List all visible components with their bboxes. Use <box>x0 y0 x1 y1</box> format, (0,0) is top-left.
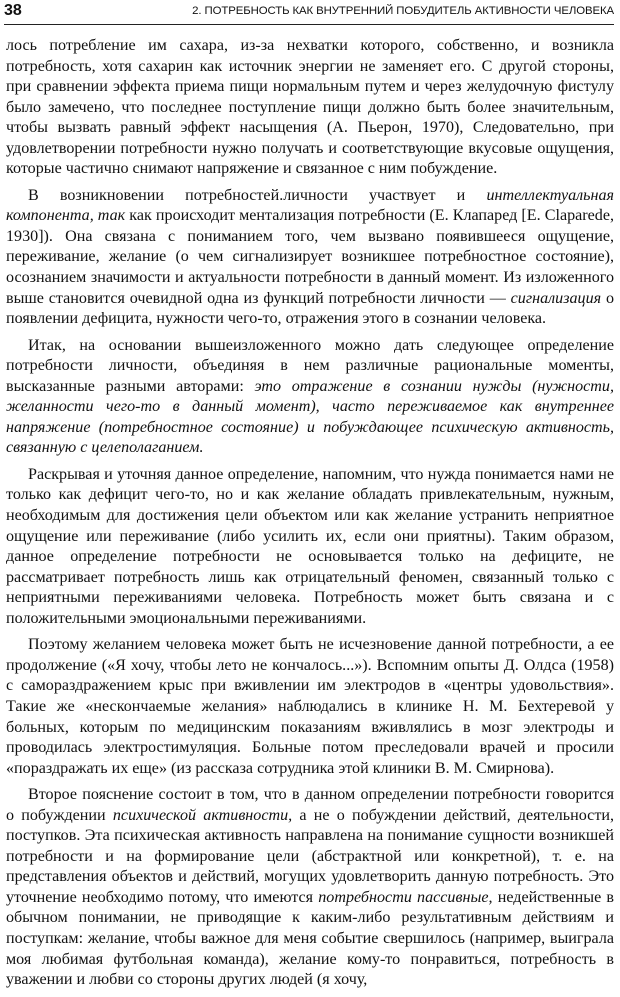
text-run: недейственные в обычном понимании, не приводящие к каким-либо результативным действиям и поступкам: желание, чтобы важное для меня событие свершилось (например, выиграла моя любимая футбольная команда), желание кому-то понравиться, потребность в уважении и любви со стороны других людей (я хочу, <box>6 888 615 989</box>
paragraph-6 <box>6 785 614 990</box>
text-run: Раскрывая и уточняя данное определение, напомним, что нужда понимается нами не только как дефицит чего-то, но и как желание обладать привлекательным, нужным, необходимым для достижения цели объектом или как желание устранить неприятное ощущение или переживание (либо усилить их, если они приятны). Таким образом, данное определение потребности не основывается только на дефиците, не рассматривает потребность лишь как отрицательный феномен, связанный только с неприятными переживаниями человека. Потребность может быть связана и с положительными эмоциональными переживаниями. <box>6 465 614 627</box>
paragraph-1 <box>6 36 614 180</box>
page-header <box>4 2 614 24</box>
text-run: как происходит ментализация потребности (Е. Клапаред [E. Claparede, 1930]). Она связана с пониманием того, чем вызвано появившееся ощущение, переживание, желание (о чем сигнализирует возникшее потребностное состояние), осознанием значимости и актуальности потребности в данный момент. Из изложенного выше становится очевидной одна из функций потребности личности — <box>6 207 614 307</box>
italic-run: это отражение в сознании нужды (нужности, желанности чего-то в данный момент), часто переживаемое как внутреннее напряжение (потребностное состояние) и побуждающее психическую активность, связанную с целеполаганием. <box>6 377 614 457</box>
page-number: 38 <box>4 2 22 19</box>
text-run: лось потребление им сахара, из-за нехватки которого, собственно, и возникла потребность, хотя сахарин как источник энергии не заменяет его. С другой стороны, при сравнении эффекта приема пищи нормальным путем и через желудочную фистулу было замечено, что последнее поступление пищи должно быть более значительным, чтобы вызвать равный эффект насыщения (А. Пьерон, 1970), Следовательно, при удовлетворении потребности нужно получать и соответствующие вкусовые ощущения, которые частично снимают напряжение и связанное с ним побуждение. <box>6 37 614 178</box>
text-run: Итак, на основании вышеизложенного можно дать следующее определение потребности личности, объединяя в нем различные рациональные моменты, высказанные разными авторами: <box>6 336 614 395</box>
body-text <box>6 36 614 997</box>
text-run: а не о побуждении действий, деятельности, поступков. Эта психическая активность направлена на понимание сущности возникшей потребности и на формирование цели (абстрактной или конкретной), т. е. на представления объектов и действий, могущих удовлетворить данную потребность. Это уточнение необходимо потому, что имеются <box>6 806 614 906</box>
running-title: 2. ПОТРЕБНОСТЬ КАК ВНУТРЕННИЙ ПОБУДИТЕЛЬ АКТИВНОСТИ ЧЕЛОВЕКА <box>192 5 614 17</box>
text-run: Второе пояснение состоит в том, что в данном определении потребности говорится о побуждении <box>6 786 614 824</box>
text-run: В возникновении потребностей.личности участвует и <box>28 186 487 204</box>
paragraph-5 <box>6 635 614 779</box>
italic-run: сигнализация <box>510 289 602 307</box>
italic-run: психической активности, <box>112 806 293 824</box>
paragraph-3 <box>6 336 614 459</box>
text-run: Поэтому желанием человека может быть не исчезновение данной потребности, а ее продолжение («Я хочу, чтобы лето не кончалось...»). Вспомним опыты Д. Олдса (1958) с самораздражением крыс при вживлении им электродов в «центры удовольствия». Такие же «нескончаемые желания» наблюдались в клинике Н. М. Бехтеревой у больных, которым по медицинским показаниям вживлялись в мозг электроды и проводилась электростимуляция. Больные потом преследовали врачей и просили «пораздражать их еще» (из рассказа сотрудника этой клиники В. М. Смирнова). <box>6 636 614 777</box>
text-run: о появлении дефицита, нужности чего-то, отражения этого в сознании человека. <box>6 289 614 328</box>
paragraph-4 <box>6 465 614 629</box>
italic-run: потребности пассивные, <box>318 888 493 906</box>
italic-run: интеллектуальная компонента, так <box>6 186 614 225</box>
header-rule <box>4 24 614 25</box>
paragraph-2 <box>6 186 614 330</box>
